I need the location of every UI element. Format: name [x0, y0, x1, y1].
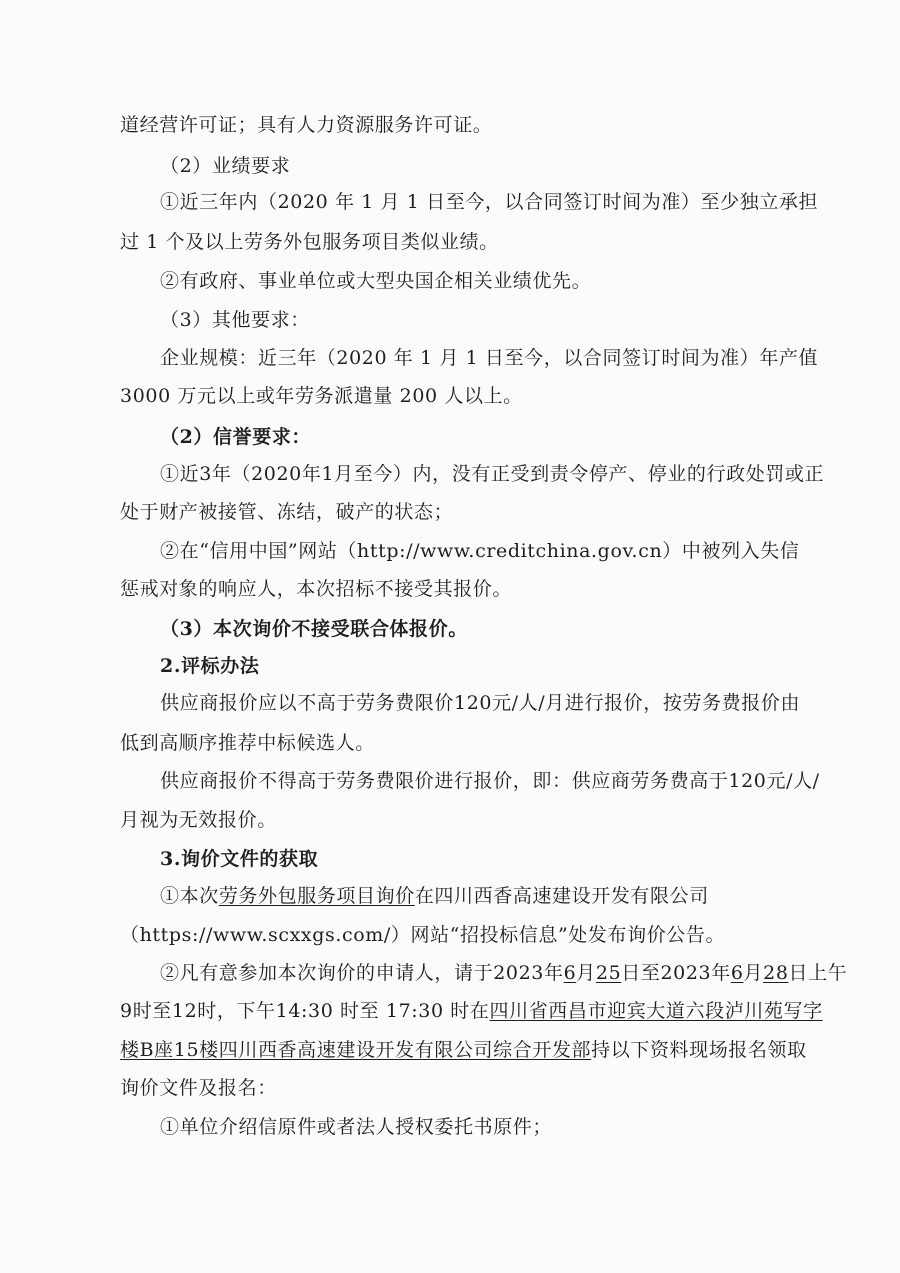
underlined-address: 四川省西昌市迎宾大道六段泸川苑写字 [489, 1000, 823, 1022]
text-line: ②在“信用中国”网站（http://www.creditchina.gov.cn）中被列入失信 [160, 540, 800, 562]
section-heading-evaluation: 2.评标办法 [160, 655, 260, 677]
underlined-month: 6 [563, 962, 577, 984]
underlined-day: 28 [763, 962, 789, 984]
text-line: 企业规模：近三年（2020 年 1 月 1 日至今，以合同签订时间为准）年产值 [160, 347, 819, 369]
text-span: 9时至12时，下午14:30 时至 17:30 时在 [120, 1000, 490, 1022]
text-line: 3000 万元以上或年劳务派遣量 200 人以上。 [120, 385, 523, 407]
underlined-project-name: 劳务外包服务项目询价 [218, 885, 415, 907]
text-span: 在四川西香高速建设开发有限公司 [414, 885, 709, 907]
text-line: （https://www.scxxgs.com/）网站“招投标信息”处发布询价公告。 [120, 924, 726, 946]
text-span: 月 [576, 962, 596, 984]
text-line: 供应商报价不得高于劳务费限价进行报价，即：供应商劳务费高于120元/人/ [160, 770, 820, 792]
text-line: 处于财产被接管、冻结，破产的状态； [120, 501, 454, 523]
text-line: 过 1 个及以上劳务外包服务项目类似业绩。 [120, 231, 499, 253]
underlined-day: 25 [595, 962, 622, 984]
underlined-month: 6 [730, 962, 744, 984]
text-line: 惩戒对象的响应人，本次招标不接受其报价。 [120, 578, 513, 600]
text-span: 日上午 [788, 962, 848, 984]
text-line [120, 998, 823, 1024]
text-line [120, 1037, 807, 1063]
text-line [160, 960, 847, 986]
section-heading-consortium: （3）本次询价不接受联合体报价。 [160, 618, 468, 640]
text-line: 询价文件及报名： [120, 1077, 277, 1099]
text-span: ①本次 [160, 885, 219, 907]
section-heading-documents: 3.询价文件的获取 [160, 848, 319, 870]
section-heading-performance: （2）业绩要求 [160, 155, 291, 177]
text-span: 月 [743, 962, 764, 984]
text-line: 供应商报价应以不高于劳务费限价120元/人/月进行报价，按劳务费报价由 [160, 692, 801, 714]
text-span: 持以下资料现场报名领取 [591, 1039, 807, 1061]
text-line: ①近3年（2020年1月至今）内，没有正受到责令停产、停业的行政处罚或正 [160, 463, 825, 485]
text-line: ②有政府、事业单位或大型央国企相关业绩优先。 [160, 270, 592, 292]
text-line: 道经营许可证；具有人力资源服务许可证。 [120, 114, 493, 136]
text-span: 日至2023年 [621, 962, 731, 984]
text-line [160, 883, 709, 909]
text-line: 月视为无效报价。 [120, 809, 277, 831]
text-line: ①单位介绍信原件或者法人授权委托书原件； [160, 1116, 553, 1138]
text-line: 低到高顺序推荐中标候选人。 [120, 732, 375, 754]
text-line: ①近三年内（2020 年 1 月 1 日至今，以合同签订时间为准）至少独立承担 [160, 191, 819, 213]
section-heading-credit: （2）信誉要求： [160, 426, 312, 448]
text-span: ②凡有意参加本次询价的申请人，请于2023年 [160, 962, 564, 984]
section-heading-other: （3）其他要求： [160, 309, 310, 331]
underlined-address: 楼B座15楼四川西香高速建设开发有限公司综合开发部 [120, 1039, 592, 1061]
